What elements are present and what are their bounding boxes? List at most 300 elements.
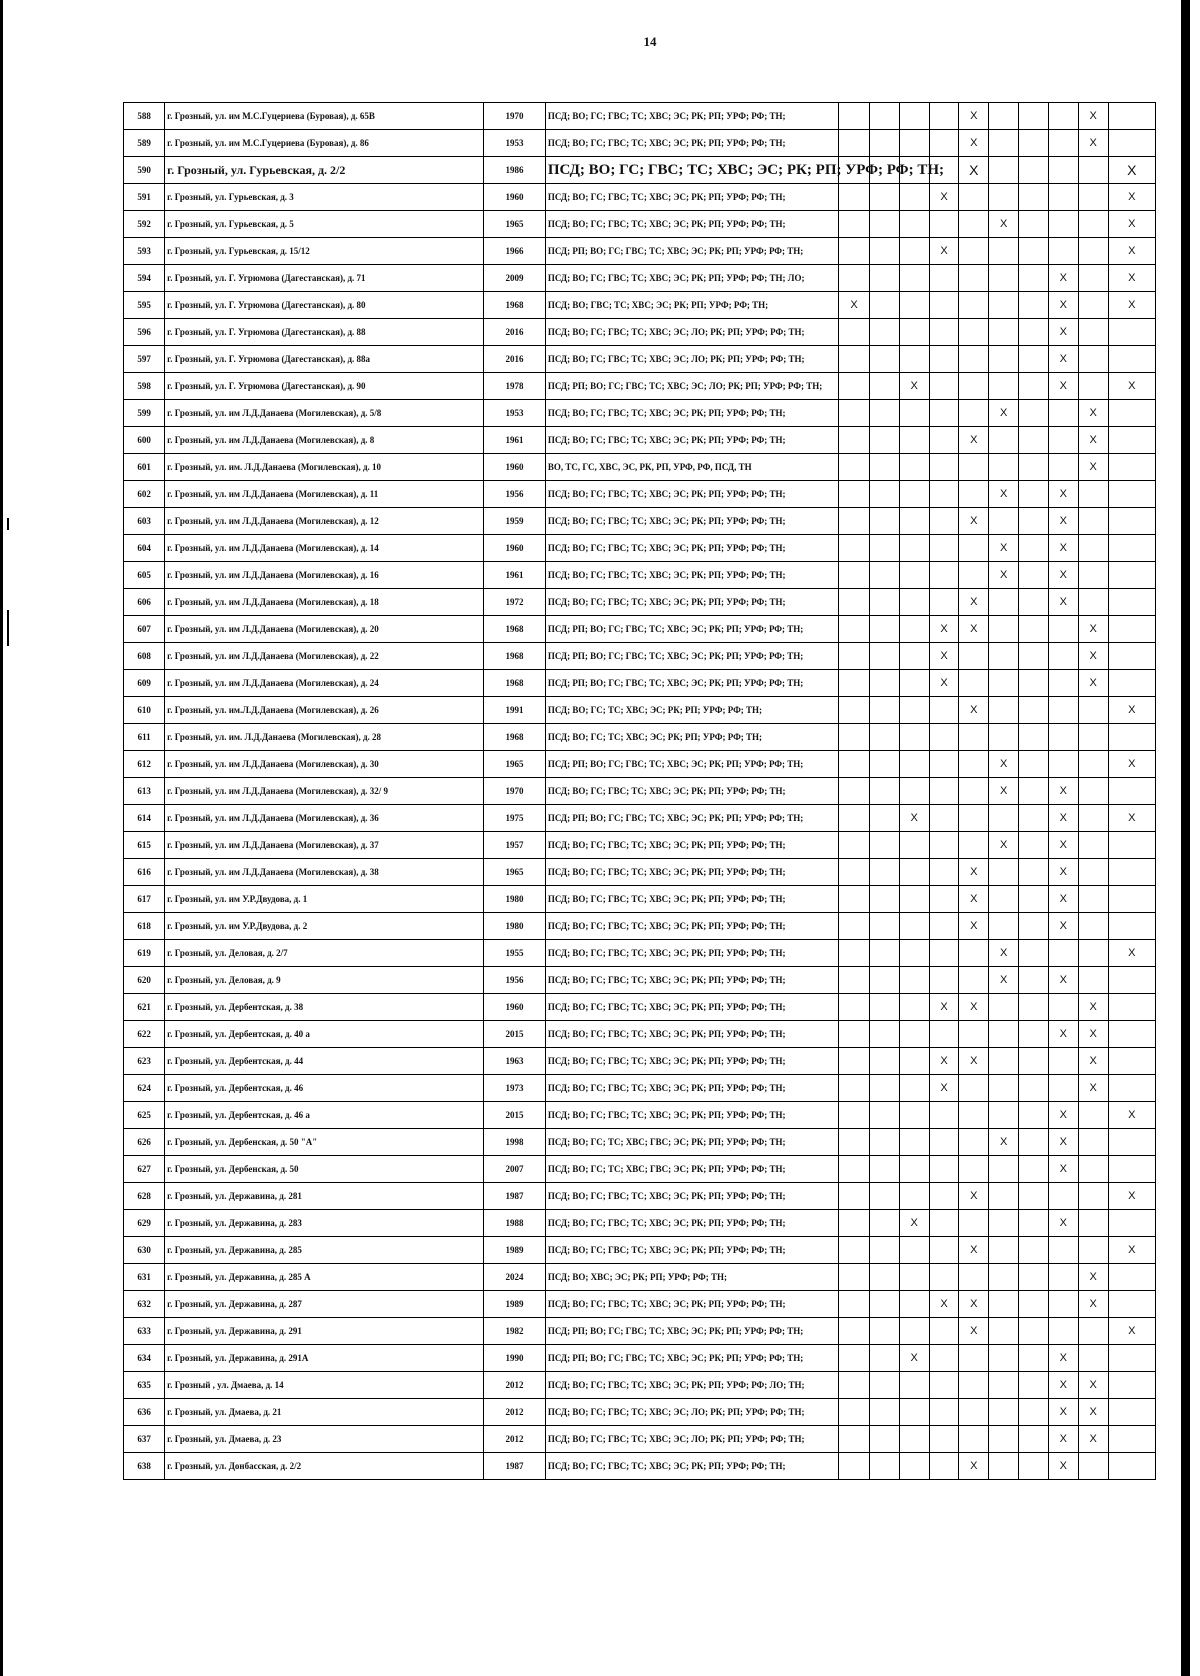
row-number: 595 [124, 292, 165, 319]
work-mark-cell: X [1108, 1318, 1155, 1345]
work-mark-cell [899, 292, 929, 319]
work-mark-cell: X [959, 130, 989, 157]
work-mark-cell: X [989, 940, 1019, 967]
work-mark-cell: X [1108, 238, 1155, 265]
work-mark-cell [989, 913, 1019, 940]
work-mark-cell [929, 1237, 959, 1264]
work-mark-cell [959, 400, 989, 427]
work-mark-cell [1108, 1426, 1155, 1453]
work-mark-cell [959, 1426, 989, 1453]
work-mark-cell [899, 400, 929, 427]
work-mark-cell [1019, 832, 1049, 859]
row-number: 620 [124, 967, 165, 994]
row-number: 594 [124, 265, 165, 292]
work-mark-cell: X [1108, 211, 1155, 238]
work-mark-cell [869, 1021, 899, 1048]
row-number: 613 [124, 778, 165, 805]
work-mark-cell [1108, 913, 1155, 940]
work-mark-cell [1108, 832, 1155, 859]
work-mark-cell [839, 1075, 870, 1102]
work-mark-cell: X [1078, 103, 1108, 130]
work-mark-cell [989, 1318, 1019, 1345]
work-mark-cell [839, 643, 870, 670]
row-works: ПСД; РП; ВО; ГС; ГВС; ТС; ХВС; ЭС; РК; РП; УРФ; РФ; ТН; [545, 616, 838, 643]
work-mark-cell: X [1078, 616, 1108, 643]
table-row [124, 535, 1156, 562]
row-works: ПСД; ВО; ГС; ГВС; ТС; ХВС; ЭС; РК; РП; УРФ; РФ; ТН; [545, 130, 838, 157]
work-mark-cell: X [989, 535, 1019, 562]
work-mark-cell [989, 184, 1019, 211]
row-works: ПСД; ВО; ГС; ГВС; ТС; ХВС; ЭС; РК; РП; УРФ; РФ; ТН; [545, 481, 838, 508]
work-mark-cell [1048, 751, 1078, 778]
work-mark-cell [839, 1318, 870, 1345]
work-mark-cell [929, 346, 959, 373]
work-mark-cell [1048, 940, 1078, 967]
work-mark-cell: X [1048, 832, 1078, 859]
row-address: г. Грозный, ул. Дмаева, д. 21 [165, 1399, 484, 1426]
work-mark-cell [839, 832, 870, 859]
work-mark-cell: X [1078, 1048, 1108, 1075]
table-row [124, 1345, 1156, 1372]
table-row [124, 1183, 1156, 1210]
row-address: г. Грозный, ул. Державина, д. 281 [165, 1183, 484, 1210]
work-mark-cell [899, 265, 929, 292]
work-mark-cell [989, 643, 1019, 670]
table-row [124, 724, 1156, 751]
work-mark-cell: X [929, 670, 959, 697]
work-mark-cell [899, 643, 929, 670]
table-row [124, 1021, 1156, 1048]
work-mark-cell [899, 1399, 929, 1426]
work-mark-cell [839, 562, 870, 589]
table-row [124, 1102, 1156, 1129]
work-mark-cell: X [989, 481, 1019, 508]
work-mark-cell [839, 616, 870, 643]
work-mark-cell: X [1048, 319, 1078, 346]
work-mark-cell [1019, 508, 1049, 535]
row-works: ПСД; ВО; ГС; ГВС; ТС; ХВС; ЭС; РК; РП; УРФ; РФ; ТН; [545, 1210, 838, 1237]
row-year: 1980 [484, 913, 546, 940]
row-address: г. Грозный, ул. Дмаева, д. 23 [165, 1426, 484, 1453]
work-mark-cell: X [929, 1048, 959, 1075]
work-mark-cell [989, 1183, 1019, 1210]
work-mark-cell [1078, 1102, 1108, 1129]
work-mark-cell [869, 751, 899, 778]
row-address: г. Грозный, ул. им Л.Д.Данаева (Могилевская), д. 18 [165, 589, 484, 616]
work-mark-cell [869, 508, 899, 535]
work-mark-cell [959, 562, 989, 589]
work-mark-cell [1048, 616, 1078, 643]
work-mark-cell [959, 535, 989, 562]
work-mark-cell [869, 886, 899, 913]
work-mark-cell [1019, 1453, 1049, 1480]
row-year: 2007 [484, 1156, 546, 1183]
work-mark-cell: X [959, 1318, 989, 1345]
table-row [124, 1048, 1156, 1075]
work-mark-cell [929, 886, 959, 913]
work-mark-cell [1078, 184, 1108, 211]
work-mark-cell: X [929, 1291, 959, 1318]
work-mark-cell: X [1048, 967, 1078, 994]
work-mark-cell [839, 724, 870, 751]
work-mark-cell [839, 427, 870, 454]
work-mark-cell [1108, 103, 1155, 130]
work-mark-cell [1048, 697, 1078, 724]
row-works: ПСД; ВО; ГС; ГВС; ТС; ХВС; ЭС; РК; РП; УРФ; РФ; ЛО; ТН; [545, 1372, 838, 1399]
work-mark-cell [899, 589, 929, 616]
work-mark-cell [1108, 535, 1155, 562]
work-mark-cell [929, 1264, 959, 1291]
row-year: 1965 [484, 751, 546, 778]
table-row [124, 292, 1156, 319]
row-address: г. Грозный, ул. им Л.Д.Данаева (Могилевская), д. 30 [165, 751, 484, 778]
row-works: ПСД; ВО; ГС; ГВС; ТС; ХВС; ЭС; РК; РП; УРФ; РФ; ТН; [545, 859, 838, 886]
work-mark-cell [1108, 1129, 1155, 1156]
work-mark-cell [929, 859, 959, 886]
row-number: 628 [124, 1183, 165, 1210]
row-works: ПСД; ВО; ГС; ГВС; ТС; ХВС; ЭС; РК; РП; УРФ; РФ; ТН; [545, 184, 838, 211]
work-mark-cell [929, 130, 959, 157]
work-mark-cell [929, 913, 959, 940]
work-mark-cell: X [959, 616, 989, 643]
work-mark-cell [899, 562, 929, 589]
work-mark-cell: X [959, 589, 989, 616]
row-works: ПСД; ВО; ГС; ГВС; ТС; ХВС; ЭС; РК; РП; УРФ; РФ; ТН; [545, 1183, 838, 1210]
work-mark-cell [929, 1345, 959, 1372]
row-address: г. Грозный, ул. Державина, д. 287 [165, 1291, 484, 1318]
work-mark-cell [989, 1156, 1019, 1183]
table-row [124, 157, 1156, 184]
work-mark-cell [1048, 211, 1078, 238]
row-works: ПСД; ВО; ГС; ГВС; ТС; ХВС; ЭС; РК; РП; УРФ; РФ; ТН; [545, 508, 838, 535]
work-mark-cell: X [1048, 1453, 1078, 1480]
row-number: 633 [124, 1318, 165, 1345]
work-mark-cell [839, 1183, 870, 1210]
row-number: 630 [124, 1237, 165, 1264]
work-mark-cell: X [1078, 400, 1108, 427]
row-number: 626 [124, 1129, 165, 1156]
table-row [124, 616, 1156, 643]
work-mark-cell [839, 1399, 870, 1426]
work-mark-cell [929, 427, 959, 454]
work-mark-cell [899, 994, 929, 1021]
table-row [124, 805, 1156, 832]
row-works: ПСД; РП; ВО; ГС; ГВС; ТС; ХВС; ЭС; РК; РП; УРФ; РФ; ТН; [545, 670, 838, 697]
work-mark-cell: X [929, 184, 959, 211]
work-mark-cell [929, 373, 959, 400]
row-address: г. Грозный, ул. Гурьевская, д. 3 [165, 184, 484, 211]
work-mark-cell [1108, 778, 1155, 805]
work-mark-cell: X [1048, 1021, 1078, 1048]
work-mark-cell [1108, 1372, 1155, 1399]
row-year: 1970 [484, 103, 546, 130]
work-mark-cell [869, 292, 899, 319]
work-mark-cell [929, 1399, 959, 1426]
row-address: г. Грозный, ул. им. Л.Д.Данаева (Могилевская), д. 10 [165, 454, 484, 481]
work-mark-cell: X [1078, 1372, 1108, 1399]
work-mark-cell [989, 265, 1019, 292]
work-mark-cell [929, 1453, 959, 1480]
work-mark-cell [1019, 589, 1049, 616]
work-mark-cell [1019, 427, 1049, 454]
row-year: 1956 [484, 481, 546, 508]
row-address: г. Грозный, ул. Г. Угрюмова (Дагестанская), д. 88а [165, 346, 484, 373]
row-year: 1987 [484, 1453, 546, 1480]
scan-mark [7, 610, 9, 646]
table-row [124, 1156, 1156, 1183]
row-number: 623 [124, 1048, 165, 1075]
work-mark-cell [1019, 967, 1049, 994]
row-works: ПСД; ВО; ГС; ТС; ХВС; ЭС; РК; РП; УРФ; РФ; ТН; [545, 697, 838, 724]
row-address: г. Грозный, ул. Г. Угрюмова (Дагестанская), д. 71 [165, 265, 484, 292]
work-mark-cell [869, 400, 899, 427]
work-mark-cell [1019, 346, 1049, 373]
work-mark-cell [1019, 211, 1049, 238]
work-mark-cell [1078, 589, 1108, 616]
row-number: 616 [124, 859, 165, 886]
work-mark-cell [959, 940, 989, 967]
work-mark-cell [1048, 238, 1078, 265]
work-mark-cell [899, 832, 929, 859]
work-mark-cell: X [1078, 1426, 1108, 1453]
table-row [124, 130, 1156, 157]
work-mark-cell [959, 1102, 989, 1129]
work-mark-cell [959, 292, 989, 319]
table-row [124, 1129, 1156, 1156]
work-mark-cell [989, 238, 1019, 265]
work-mark-cell [839, 1021, 870, 1048]
row-address: г. Грозный, ул. Державина, д. 285 А [165, 1264, 484, 1291]
work-mark-cell [929, 1156, 959, 1183]
work-mark-cell [989, 1372, 1019, 1399]
work-mark-cell [1019, 724, 1049, 751]
work-mark-cell [899, 1021, 929, 1048]
row-number: 601 [124, 454, 165, 481]
work-mark-cell [1048, 1291, 1078, 1318]
work-mark-cell [869, 184, 899, 211]
row-number: 635 [124, 1372, 165, 1399]
row-works: ПСД; ВО; ГС; ГВС; ТС; ХВС; ЭС; РК; РП; УРФ; РФ; ТН; [545, 994, 838, 1021]
work-mark-cell [1108, 427, 1155, 454]
work-mark-cell [899, 697, 929, 724]
work-mark-cell [929, 454, 959, 481]
table-row [124, 940, 1156, 967]
row-address: г. Грозный, ул. им Л.Д.Данаева (Могилевская), д. 16 [165, 562, 484, 589]
work-mark-cell [1019, 1102, 1049, 1129]
work-mark-cell [1078, 805, 1108, 832]
work-mark-cell [1108, 1291, 1155, 1318]
work-mark-cell: X [929, 616, 959, 643]
work-mark-cell [989, 1345, 1019, 1372]
work-mark-cell: X [1108, 373, 1155, 400]
work-mark-cell [989, 1453, 1019, 1480]
work-mark-cell [1078, 1156, 1108, 1183]
work-mark-cell [989, 1210, 1019, 1237]
work-mark-cell [989, 427, 1019, 454]
work-mark-cell [1078, 832, 1108, 859]
row-works: ПСД; ВО; ГС; ГВС; ТС; ХВС; ЭС; РК; РП; УРФ; РФ; ТН; [545, 1102, 838, 1129]
work-mark-cell [1078, 319, 1108, 346]
row-number: 617 [124, 886, 165, 913]
work-mark-cell [959, 778, 989, 805]
work-mark-cell [1078, 157, 1108, 184]
row-address: г. Грозный, ул. им Л.Д.Данаева (Могилевская), д. 22 [165, 643, 484, 670]
work-mark-cell [989, 157, 1019, 184]
work-mark-cell [869, 1264, 899, 1291]
row-year: 2012 [484, 1399, 546, 1426]
work-mark-cell [869, 697, 899, 724]
work-mark-cell [839, 238, 870, 265]
work-mark-cell [929, 1210, 959, 1237]
work-mark-cell [1019, 454, 1049, 481]
work-mark-cell [869, 427, 899, 454]
row-year: 1953 [484, 400, 546, 427]
row-address: г. Грозный, ул. им М.С.Гуцериева (Буровая), д. 65В [165, 103, 484, 130]
work-mark-cell [1108, 400, 1155, 427]
work-mark-cell [899, 211, 929, 238]
work-mark-cell [869, 1372, 899, 1399]
work-mark-cell [1048, 1237, 1078, 1264]
work-mark-cell [869, 967, 899, 994]
work-mark-cell [1108, 859, 1155, 886]
row-year: 1968 [484, 616, 546, 643]
work-mark-cell [839, 1426, 870, 1453]
work-mark-cell: X [989, 562, 1019, 589]
row-number: 638 [124, 1453, 165, 1480]
work-mark-cell [1048, 1048, 1078, 1075]
work-mark-cell [869, 589, 899, 616]
row-works: ПСД; ВО; ГС; ГВС; ТС; ХВС; ЭС; РК; РП; УРФ; РФ; ТН; [545, 589, 838, 616]
row-address: г. Грозный, ул. им Л.Д.Данаева (Могилевская), д. 36 [165, 805, 484, 832]
work-mark-cell [1019, 1426, 1049, 1453]
row-year: 1975 [484, 805, 546, 832]
work-mark-cell [869, 1156, 899, 1183]
work-mark-cell [1078, 1453, 1108, 1480]
table-row [124, 211, 1156, 238]
work-mark-cell [959, 454, 989, 481]
row-number: 611 [124, 724, 165, 751]
row-number: 599 [124, 400, 165, 427]
work-mark-cell [1048, 643, 1078, 670]
work-mark-cell [1078, 1210, 1108, 1237]
row-year: 1968 [484, 724, 546, 751]
row-number: 625 [124, 1102, 165, 1129]
work-mark-cell [839, 373, 870, 400]
work-mark-cell [839, 130, 870, 157]
work-mark-cell [1108, 643, 1155, 670]
work-mark-cell [989, 373, 1019, 400]
work-mark-cell [929, 778, 959, 805]
work-mark-cell [989, 1102, 1019, 1129]
work-mark-cell [989, 103, 1019, 130]
row-works: ПСД; ВО; ГС; ГВС; ТС; ХВС; ЭС; РК; РП; УРФ; РФ; ТН; [545, 157, 838, 184]
work-mark-cell [929, 967, 959, 994]
work-mark-cell [929, 751, 959, 778]
table-row [124, 670, 1156, 697]
work-mark-cell [1019, 481, 1049, 508]
work-mark-cell: X [1078, 130, 1108, 157]
work-mark-cell [1078, 940, 1108, 967]
work-mark-cell [869, 211, 899, 238]
work-mark-cell [899, 1318, 929, 1345]
work-mark-cell [1019, 238, 1049, 265]
work-mark-cell [1019, 1237, 1049, 1264]
row-works: ПСД; РП; ВО; ГС; ГВС; ТС; ХВС; ЭС; РК; РП; УРФ; РФ; ТН; [545, 1318, 838, 1345]
work-mark-cell [989, 697, 1019, 724]
row-number: 602 [124, 481, 165, 508]
row-address: г. Грозный, ул. им М.С.Гуцериева (Буровая), д. 86 [165, 130, 484, 157]
table-row [124, 1372, 1156, 1399]
work-mark-cell [1078, 913, 1108, 940]
row-year: 1987 [484, 1183, 546, 1210]
work-mark-cell [899, 967, 929, 994]
work-mark-cell [839, 1453, 870, 1480]
work-mark-cell [839, 319, 870, 346]
work-mark-cell [839, 535, 870, 562]
work-mark-cell [1108, 1453, 1155, 1480]
work-mark-cell [1048, 184, 1078, 211]
row-address: г. Грозный, ул. Дербентская, д. 46 а [165, 1102, 484, 1129]
table-row [124, 859, 1156, 886]
work-mark-cell [929, 940, 959, 967]
row-works: ПСД; ВО; ГС; ГВС; ТС; ХВС; ЭС; РК; РП; УРФ; РФ; ТН; [545, 562, 838, 589]
work-mark-cell: X [1108, 805, 1155, 832]
work-mark-cell [1019, 913, 1049, 940]
work-mark-cell [869, 913, 899, 940]
row-works: ПСД; РП; ВО; ГС; ГВС; ТС; ХВС; ЭС; РК; РП; УРФ; РФ; ТН; [545, 805, 838, 832]
work-mark-cell: X [959, 859, 989, 886]
work-mark-cell [839, 940, 870, 967]
work-mark-cell [959, 805, 989, 832]
row-year: 1957 [484, 832, 546, 859]
row-works: ПСД; ВО; ГС; ГВС; ТС; ХВС; ЭС; РК; РП; УРФ; РФ; ТН; [545, 1075, 838, 1102]
row-address: г. Грозный, ул. им Л.Д.Данаева (Могилевская), д. 37 [165, 832, 484, 859]
work-mark-cell [869, 373, 899, 400]
work-mark-cell [929, 535, 959, 562]
work-mark-cell: X [839, 292, 870, 319]
work-mark-cell [1019, 373, 1049, 400]
work-mark-cell [869, 724, 899, 751]
table-row [124, 1426, 1156, 1453]
work-mark-cell [959, 967, 989, 994]
row-number: 605 [124, 562, 165, 589]
row-address: г. Грозный, ул. Дербентская, д. 40 а [165, 1021, 484, 1048]
work-mark-cell [929, 1318, 959, 1345]
work-mark-cell [899, 751, 929, 778]
work-mark-cell [899, 940, 929, 967]
row-number: 608 [124, 643, 165, 670]
work-mark-cell: X [1108, 697, 1155, 724]
row-number: 606 [124, 589, 165, 616]
work-mark-cell [839, 400, 870, 427]
row-year: 1953 [484, 130, 546, 157]
work-mark-cell [1019, 184, 1049, 211]
work-mark-cell: X [1048, 265, 1078, 292]
row-address: г. Грозный, ул. Г. Угрюмова (Дагестанская), д. 88 [165, 319, 484, 346]
work-mark-cell: X [989, 211, 1019, 238]
work-mark-cell [1108, 508, 1155, 535]
work-mark-cell [1048, 400, 1078, 427]
page-number: 14 [643, 34, 657, 49]
work-mark-cell [989, 1048, 1019, 1075]
work-mark-cell [1108, 1399, 1155, 1426]
work-mark-cell: X [959, 886, 989, 913]
work-mark-cell [959, 1129, 989, 1156]
work-mark-cell [839, 1372, 870, 1399]
row-address: г. Грозный, ул. им Л.Д.Данаева (Могилевская), д. 32/ 9 [165, 778, 484, 805]
row-works: ПСД; ВО; ГС; ГВС; ТС; ХВС; ЭС; РК; РП; УРФ; РФ; ТН; [545, 211, 838, 238]
work-mark-cell [839, 481, 870, 508]
